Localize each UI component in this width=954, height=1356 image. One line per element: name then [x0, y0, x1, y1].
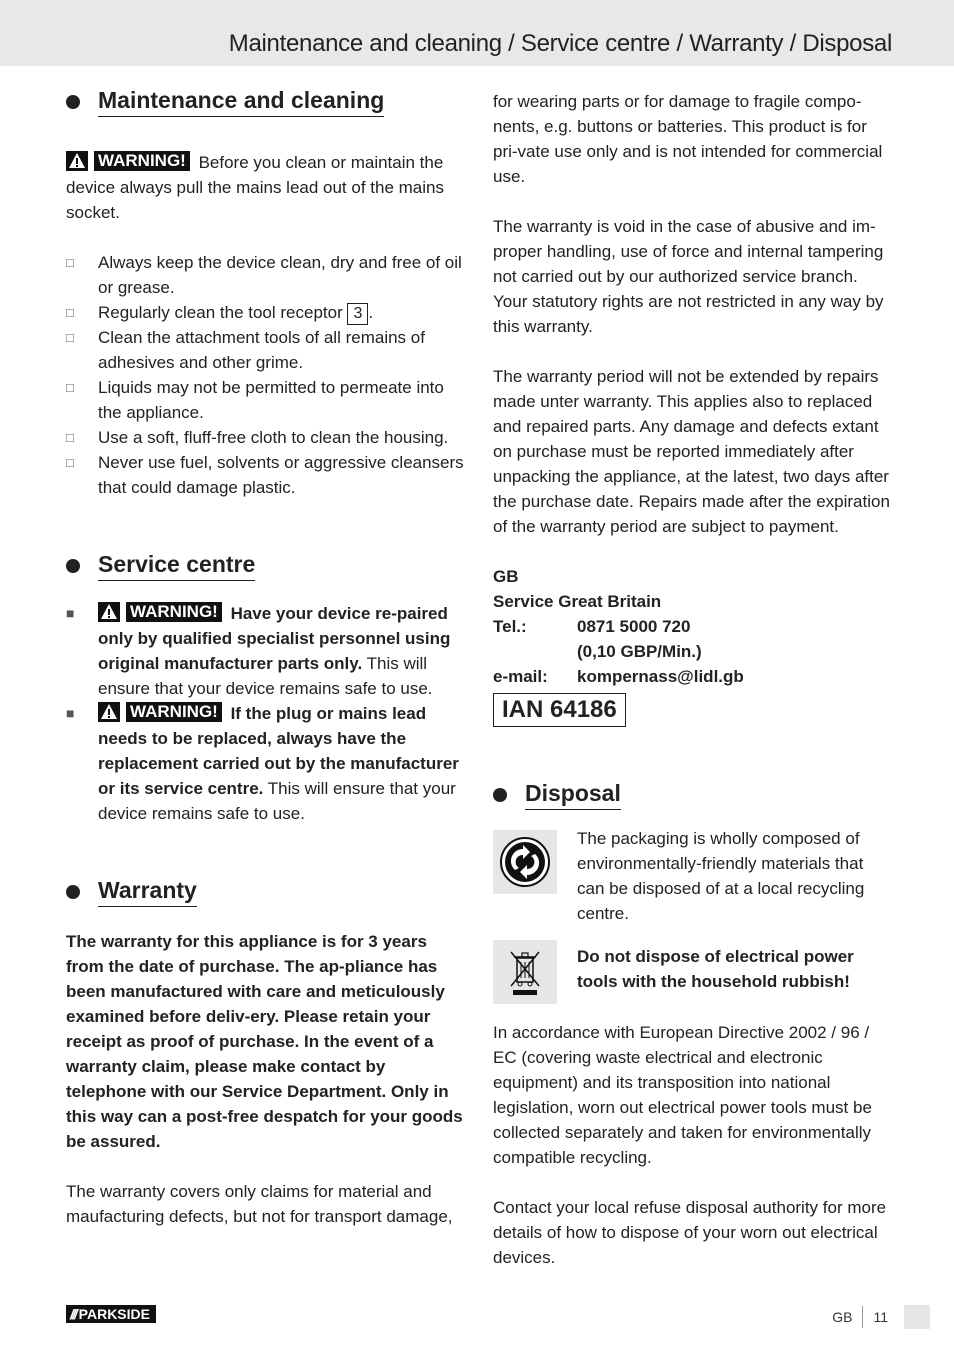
recycling-green-dot-icon: [493, 830, 557, 894]
warranty-bold-paragraph: [66, 929, 464, 1154]
page-header: [0, 0, 954, 66]
checkbox-square-icon: □: [66, 330, 74, 345]
maintenance-list: [66, 250, 464, 500]
footer-divider: [862, 1306, 863, 1328]
list-item: [66, 325, 464, 375]
list-item: [66, 425, 464, 450]
tel-rate: (0,10 GBP/Min.): [577, 642, 702, 661]
bullet-dot-icon: [66, 95, 80, 109]
list-item-text: Use a soft, fluff-free cloth to clean the housing.: [98, 428, 449, 447]
footer-tab-box: [904, 1305, 930, 1329]
warning-badge: [66, 151, 194, 171]
disposal-paragraph-2: Contact your local refuse disposal authority for more details of how to dispose of your worn out electrical devices.: [493, 1198, 887, 1267]
maintenance-heading-text: Maintenance and cleaning: [98, 86, 384, 117]
filled-square-icon: ■: [66, 605, 75, 621]
disposal-heading-text: Disposal: [525, 779, 621, 810]
service-heading: [66, 550, 464, 581]
warning-badge: [98, 602, 226, 622]
page-footer: [832, 1305, 930, 1329]
contact-email-row: [493, 664, 893, 689]
list-item-text: Never use fuel, solvents or aggressive cleansers that could damage plastic.: [98, 453, 464, 497]
service-list: [66, 601, 464, 826]
warranty-heading: [66, 876, 464, 907]
email-label: e-mail:: [493, 667, 548, 686]
warranty-heading-text: Warranty: [98, 876, 197, 907]
tel-value: 0871 5000 720: [577, 617, 691, 636]
service-item2-bold: If the plug or mains lead needs to be replaced, always have the replacement carried out by the manufacturer or its service centre.: [98, 704, 459, 798]
bin-row: [493, 940, 893, 1004]
list-item: [66, 701, 464, 826]
warning-label: WARNING!: [94, 151, 190, 171]
page-number: 11: [873, 1309, 888, 1325]
page-title: Maintenance and cleaning / Service centre / Warranty / Disposal: [228, 30, 892, 57]
maintenance-heading: [66, 86, 464, 117]
warranty-paragraph-3: The warranty is void in the case of abusive and im-proper handling, use of force and internal tampering not carried out by our authorized service branch. Your statutory rights are not restricted in any way by this warranty.: [493, 217, 884, 336]
warning-badge: [98, 702, 226, 722]
warranty-paragraph-2b: for wearing parts or for damage to fragile compo-nents, e.g. buttons or batteries. This product is for pri-vate use only and is not intended for commercial use.: [493, 92, 883, 186]
contact-service-name: Service Great Britain: [493, 592, 662, 611]
email-value: kompernass@lidl.gb: [577, 667, 744, 686]
filled-square-icon: ■: [66, 705, 75, 721]
warranty-paragraph-4: The warranty period will not be extended by repairs made unter warranty. This applies also to replaced and repaired parts. Any damage and defects extant on purchase must be reported immediately after unpacking the appliance, at the latest, two days after the purchase date. Repairs made after the expiration of the warranty period are subject to payment.: [493, 367, 890, 536]
warning-label: WARNING!: [126, 702, 222, 722]
warning-triangle-icon: [66, 151, 88, 171]
disposal-paragraph-1: In accordance with European Directive 2002 / 96 / EC (covering waste electrical and electronic equipment) and its transposition into national legislation, worn out electrical power tools must be collected separately and taken for environmentally compatible recycling.: [493, 1023, 872, 1167]
maintenance-warning: [66, 150, 464, 225]
list-item: [66, 375, 464, 425]
list-item-text: Liquids may not be permitted to permeate into the appliance.: [98, 378, 444, 422]
list-item-text: Regularly clean the tool receptor: [98, 303, 343, 322]
warranty-paragraph-2a: The warranty covers only claims for material and maufacturing defects, but not for transport damage,: [66, 1182, 453, 1226]
bullet-dot-icon: [493, 788, 507, 802]
tel-label: Tel.:: [493, 617, 527, 636]
bullet-dot-icon: [66, 885, 80, 899]
logo-stripes-icon: ///: [70, 1306, 76, 1322]
packaging-row: [493, 830, 893, 926]
service-item1-text: This will ensure that your device remains safe to use.: [98, 654, 433, 698]
warranty-bold-text: The warranty for this appliance is for 3 years from the date of purchase. The ap-pliance has been manufactured with care and meticulously examined before deliv-ery. Please retain your receipt as proof of purchase. In the event of a warranty claim, please make contact by telephone with our Service Department. Only in this way can a post-free despatch for your goods be assured.: [66, 932, 463, 1151]
packaging-text: The packaging is wholly composed of environmentally-friendly materials that can be disposed of at a local recycling centre.: [577, 829, 865, 923]
list-item: [66, 300, 464, 325]
left-column: [66, 86, 464, 1229]
warning-triangle-icon: [98, 602, 120, 622]
receptor-ref: 3: [347, 303, 368, 325]
bin-warning: [577, 944, 893, 994]
parkside-logo: [66, 1305, 156, 1323]
warning-triangle-icon: [98, 702, 120, 722]
list-item: [66, 450, 464, 500]
disposal-heading: [493, 779, 893, 810]
list-item: [66, 250, 464, 300]
list-item-text: Always keep the device clean, dry and free of oil or grease.: [98, 253, 462, 297]
contact-tel-row: [493, 614, 893, 639]
checkbox-square-icon: □: [66, 455, 74, 470]
ian-number: IAN 64186: [493, 693, 626, 727]
checkbox-square-icon: □: [66, 255, 74, 270]
service-item1-bold: Have your device re-paired only by qualified specialist personnel using original manufacturer parts only.: [98, 604, 451, 673]
service-heading-text: Service centre: [98, 550, 255, 581]
service-contact: [493, 564, 893, 727]
checkbox-square-icon: □: [66, 305, 74, 320]
footer-lang: GB: [832, 1309, 853, 1325]
list-item: [66, 601, 464, 701]
rate-spacer: [493, 639, 577, 664]
warning-label: WARNING!: [126, 602, 222, 622]
bullet-dot-icon: [66, 559, 80, 573]
checkbox-square-icon: □: [66, 380, 74, 395]
right-column: [493, 89, 893, 1270]
list-item-text: Clean the attachment tools of all remains of adhesives and other grime.: [98, 328, 425, 372]
logo-brand-text: PARKSIDE: [78, 1306, 150, 1322]
checkbox-square-icon: □: [66, 430, 74, 445]
maintenance-warning-text: Before you clean or maintain the device always pull the mains lead out of the mains socket.: [66, 153, 444, 222]
service-item2-text: This will ensure that your device remains safe to use.: [98, 779, 456, 823]
contact-rate-row: [493, 639, 893, 664]
bin-warning-text: Do not dispose of electrical power tools with the household rubbish!: [577, 947, 854, 991]
crossed-bin-icon: [493, 940, 557, 1004]
receptor-suffix: .: [368, 303, 374, 322]
contact-country: GB: [493, 567, 519, 586]
